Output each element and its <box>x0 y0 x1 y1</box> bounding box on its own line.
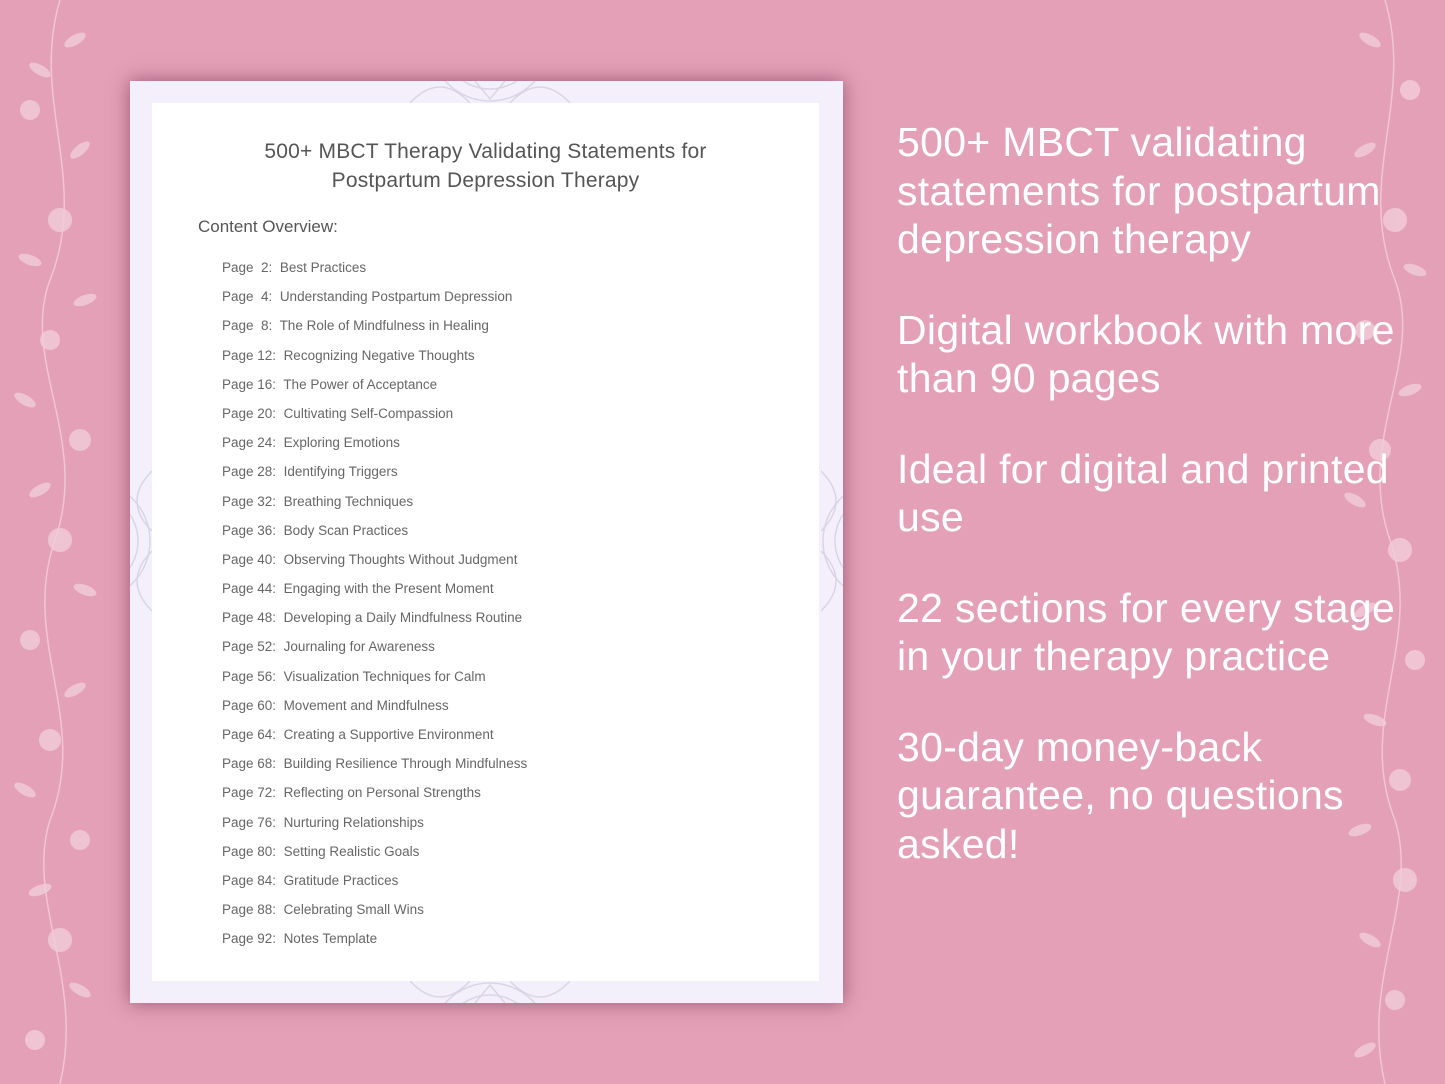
toc-item <box>222 720 527 749</box>
toc-item <box>222 662 527 691</box>
feature-guarantee: 30-day money-back guarantee, no questions asked! <box>897 723 1344 867</box>
feature-statements: 500+ MBCT validating statements for postpartum depression therapy <box>897 119 1381 262</box>
toc-label: Reflecting on Personal Strengths <box>283 785 481 801</box>
toc-label: Building Resilience Through Mindfulness <box>283 756 528 772</box>
toc-label: Setting Realistic Goals <box>283 843 420 859</box>
feature-pages: Digital workbook with more than 90 pages <box>897 306 1395 401</box>
toc-page: Page 56: <box>222 668 277 684</box>
toc-page: Page 2: <box>222 260 273 275</box>
toc-item <box>222 837 527 866</box>
toc-item <box>222 749 527 778</box>
mandala-top-icon <box>380 81 600 103</box>
toc-page: Page 8: <box>222 318 273 334</box>
toc-page: Page 4: <box>222 289 273 305</box>
toc-item <box>222 457 527 486</box>
toc-label: Body Scan Practices <box>283 522 409 538</box>
toc-item <box>222 253 527 282</box>
toc-item <box>222 545 527 574</box>
floral-vine-left-icon <box>0 0 120 1084</box>
toc-page: Page 64: <box>222 727 277 742</box>
toc-page: Page 24: <box>222 435 277 451</box>
toc-label: Developing a Daily Mindfulness Routine <box>283 610 523 626</box>
content-overview-heading: Content Overview: <box>198 217 338 236</box>
table-of-contents <box>222 253 527 954</box>
toc-label: Breathing Techniques <box>283 493 414 509</box>
toc-item <box>222 632 527 661</box>
toc-page: Page 60: <box>222 697 277 713</box>
toc-item <box>222 895 527 924</box>
toc-page: Page 28: <box>222 464 277 480</box>
toc-page: Page 20: <box>222 405 277 421</box>
document-title <box>152 137 819 195</box>
toc-label: Journaling for Awareness <box>283 639 435 655</box>
toc-label: Observing Thoughts Without Judgment <box>283 551 518 567</box>
toc-label: Movement and Mindfulness <box>283 697 449 713</box>
toc-label: Cultivating Self-Compassion <box>283 405 454 421</box>
toc-item <box>222 778 527 807</box>
toc-label: The Power of Acceptance <box>283 376 438 392</box>
toc-label: Identifying Triggers <box>283 464 398 480</box>
toc-label: Engaging with the Present Moment <box>283 581 494 597</box>
toc-page: Page 88: <box>222 902 277 918</box>
toc-item <box>222 282 527 311</box>
feature-sections: 22 sections for every stage in your therapy practice <box>897 584 1396 679</box>
toc-page: Page 12: <box>222 347 277 363</box>
toc-page: Page 84: <box>222 872 277 888</box>
toc-page: Page 36: <box>222 522 277 538</box>
toc-label: Visualization Techniques for Calm <box>283 668 486 684</box>
toc-item <box>222 370 527 399</box>
toc-item <box>222 341 527 370</box>
mandala-right-icon <box>821 461 843 621</box>
document-title-line-1: 500+ MBCT Therapy Validating Statements for <box>264 140 707 163</box>
toc-label: Celebrating Small Wins <box>283 902 424 918</box>
toc-item <box>222 399 527 428</box>
toc-page: Page 52: <box>222 639 277 655</box>
toc-label: Creating a Supportive Environment <box>283 727 494 742</box>
toc-page: Page 76: <box>222 814 277 830</box>
toc-item <box>222 516 527 545</box>
toc-item <box>222 808 527 837</box>
toc-page: Page 68: <box>222 756 277 772</box>
toc-page: Page 72: <box>222 785 277 801</box>
toc-label: Best Practices <box>279 260 367 275</box>
document-page <box>152 103 819 981</box>
mandala-left-icon <box>130 461 152 621</box>
toc-label: The Role of Mindfulness in Healing <box>279 318 489 334</box>
toc-page: Page 48: <box>222 610 277 626</box>
toc-label: Exploring Emotions <box>283 435 400 451</box>
toc-label: Understanding Postpartum Depression <box>279 289 513 305</box>
document-title-line-2: Postpartum Depression Therapy <box>331 169 640 192</box>
toc-page: Page 44: <box>222 581 277 597</box>
toc-label: Nurturing Relationships <box>283 814 424 830</box>
toc-item <box>222 487 527 516</box>
toc-label: Notes Template <box>283 931 378 947</box>
toc-item <box>222 924 527 953</box>
toc-page: Page 92: <box>222 931 277 947</box>
toc-item <box>222 691 527 720</box>
toc-page: Page 32: <box>222 493 277 509</box>
feature-list <box>897 118 1417 910</box>
toc-item <box>222 866 527 895</box>
toc-item <box>222 311 527 340</box>
mandala-bottom-icon <box>380 981 600 1003</box>
toc-page: Page 16: <box>222 376 277 392</box>
document-preview <box>130 81 843 1003</box>
toc-item <box>222 428 527 457</box>
toc-page: Page 80: <box>222 843 277 859</box>
toc-item <box>222 574 527 603</box>
toc-item <box>222 603 527 632</box>
toc-page: Page 40: <box>222 551 277 567</box>
toc-label: Gratitude Practices <box>283 872 399 888</box>
feature-use: Ideal for digital and printed use <box>897 445 1389 540</box>
toc-label: Recognizing Negative Thoughts <box>283 347 475 363</box>
